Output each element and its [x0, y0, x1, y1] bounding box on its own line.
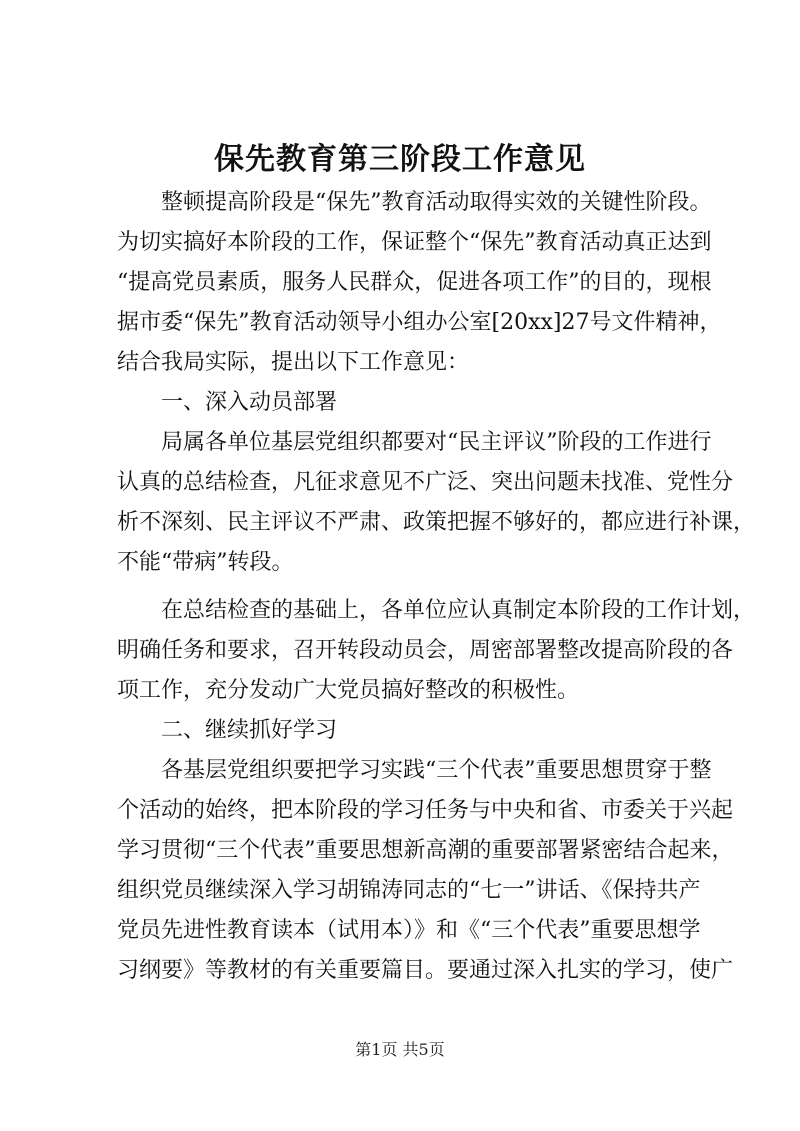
- page-footer: 第1页 共5页: [355, 1040, 445, 1059]
- body-line: 明确任务和要求，召开转段动员会，周密部署整改提高阶段的各: [117, 638, 734, 663]
- body-line: 组织党员继续深入学习胡锦涛同志的“七一”讲话、《保持共产: [117, 878, 701, 903]
- body-line: 习纲要》等教材的有关重要篇目。要通过深入扎实的学习，使广: [117, 958, 734, 983]
- section-heading: 二、继续抓好学习: [117, 718, 338, 743]
- body-line: 在总结检查的基础上，各单位应认真制定本阶段的工作计划，: [117, 598, 756, 623]
- body-line: 据市委“保先”教育活动领导小组办公室[20xx]27号文件精神，: [117, 310, 722, 335]
- section-heading: 一、深入动员部署: [117, 390, 338, 415]
- body-line: 党员先进性教育读本（试用本）》和《“三个代表”重要思想学: [117, 918, 701, 943]
- body-line: 不能“带病”转段。: [117, 550, 294, 575]
- body-line: “提高党员素质，服务人民群众，促进各项工作”的目的，现根: [117, 270, 712, 295]
- body-line: 学习贯彻“三个代表”重要思想新高潮的重要部署紧密结合起来，: [117, 838, 734, 863]
- body-line: 认真的总结检查，凡征求意见不广泛、突出问题未找准、党性分: [117, 470, 734, 495]
- body-line: 结合我局实际，提出以下工作意见：: [117, 350, 470, 375]
- body-line: 整顿提高阶段是“保先”教育活动取得实效的关键性阶段。: [117, 190, 712, 215]
- body-line: 局属各单位基层党组织都要对“民主评议”阶段的工作进行: [117, 430, 712, 455]
- body-line: 为切实搞好本阶段的工作，保证整个“保先”教育活动真正达到: [117, 230, 712, 255]
- body-line: 个活动的始终，把本阶段的学习任务与中央和省、市委关于兴起: [117, 798, 734, 823]
- body-line: 项工作，充分发动广大党员搞好整改的积极性。: [117, 678, 580, 703]
- page-title: 保先教育第三阶段工作意见: [214, 142, 586, 177]
- body-line: 析不深刻、民主评议不严肃、政策把握不够好的，都应进行补课，: [117, 510, 756, 535]
- body-line: 各基层党组织要把学习实践“三个代表”重要思想贯穿于整: [117, 758, 712, 783]
